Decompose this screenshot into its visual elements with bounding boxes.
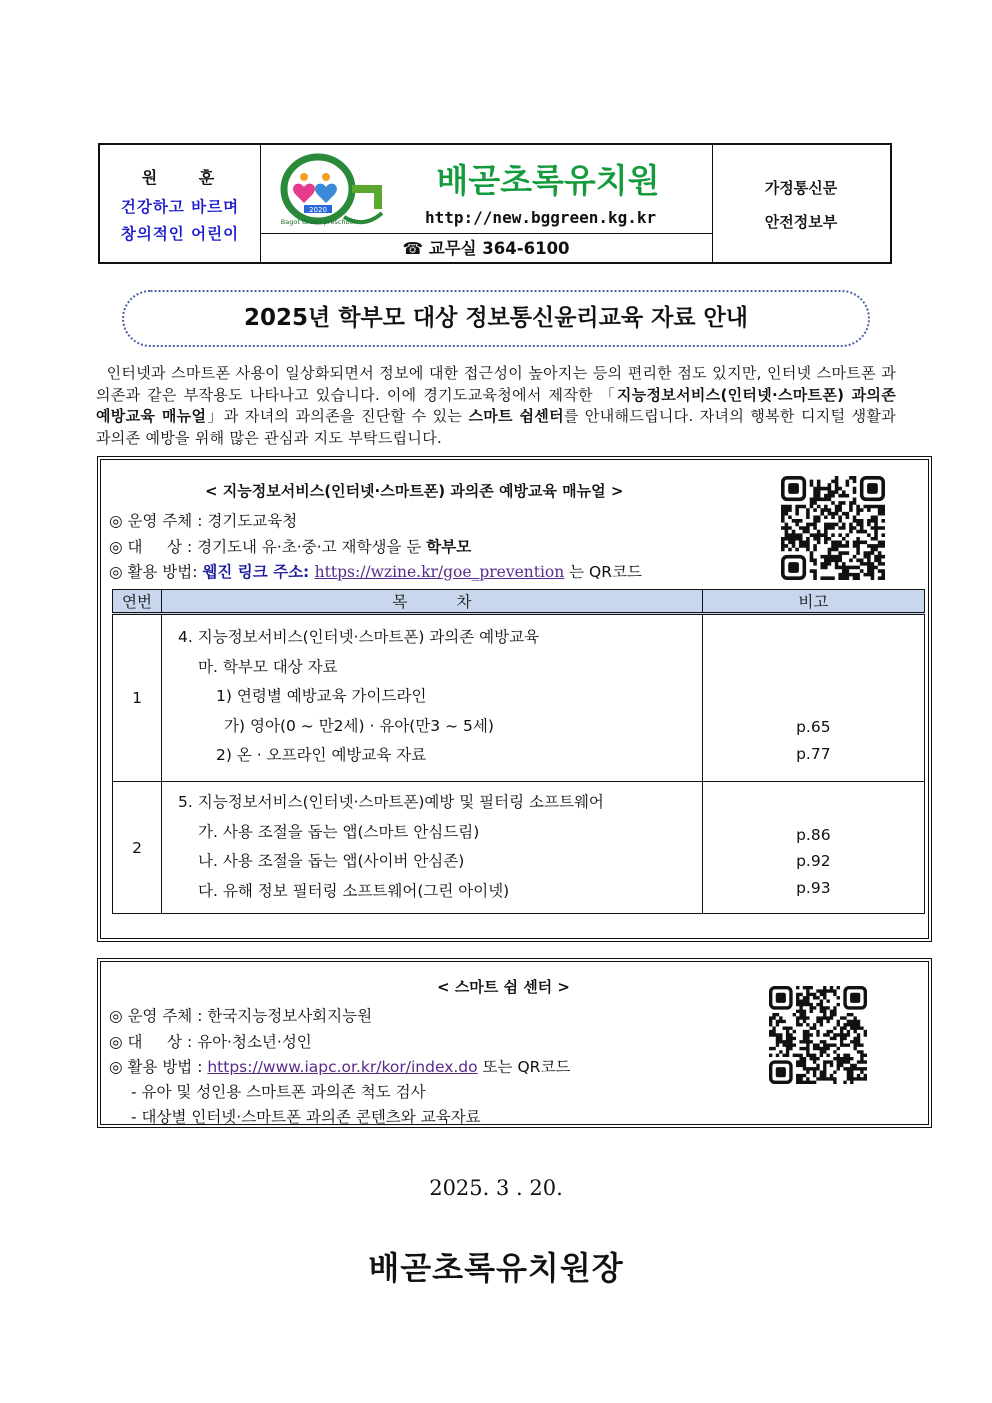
manual-box-inner xyxy=(100,459,929,939)
page-ref: p.86 xyxy=(796,825,831,844)
list-item: 1) 연령별 예방교육 가이드라인 xyxy=(216,687,427,705)
row-number: 2 xyxy=(113,782,162,914)
smart-operator-label: ◎ 운영 주체 : xyxy=(109,1007,208,1025)
list-item: 가. 사용 조절을 돕는 앱(스마트 안심드림) xyxy=(198,822,480,841)
page-ref: p.93 xyxy=(796,878,831,897)
contents-table xyxy=(112,589,925,914)
smart-center-link[interactable]: https://www.iapc.or.kr/kor/index.do xyxy=(207,1058,478,1076)
table-row xyxy=(113,614,925,782)
page-ref: p.92 xyxy=(796,852,831,870)
logo-arc-text: Bagot Green preschool xyxy=(280,218,356,226)
list-item: 다. 유해 정보 필터링 소프트웨어(그린 아이넷) xyxy=(198,881,510,900)
smart-operator-value: 한국지능정보사회지능원 xyxy=(207,1007,373,1025)
table-row xyxy=(113,782,925,914)
list-item: 2) 온 · 오프라인 예방교육 자료 xyxy=(216,746,427,764)
col-header-contents: 목 차 xyxy=(162,590,703,614)
smart-center-box xyxy=(97,958,932,1128)
list-item: 나. 사용 조절을 돕는 앱(사이버 안심존) xyxy=(198,852,465,870)
smart-center-qr-code-icon[interactable] xyxy=(769,986,867,1084)
intro-bold-1: 지능정보서비스(인터넷·스마트폰) 과의존 예방교육 매뉴얼 xyxy=(96,385,896,425)
row-items xyxy=(162,782,703,914)
col-header-no: 연번 xyxy=(113,590,162,614)
smart-center-box-inner xyxy=(100,961,929,1125)
manual-target-value: 경기도내 유·초·중·고 재학생을 둔 xyxy=(197,538,427,556)
motto-cell xyxy=(100,145,261,262)
smart-target xyxy=(109,1030,312,1052)
manual-title: < 지능정보서비스(인터넷·스마트폰) 과의존 예방교육 매뉴얼 > xyxy=(205,482,624,500)
manual-box xyxy=(97,456,932,942)
school-name: 배곧초록유치원 xyxy=(436,161,660,200)
manual-usage-bold: 웹진 링크 주소: xyxy=(202,563,315,581)
smart-bullet-2: - 대상별 인터넷·스마트폰 과의존 콘텐츠와 교육자료 xyxy=(131,1108,481,1126)
smart-usage xyxy=(109,1055,570,1077)
manual-webzine-link[interactable]: https://wzine.kr/goe_prevention xyxy=(314,563,565,581)
intro-text-3: 를 안내해드립니다. 자녀의 행복한 디지털 생활과 과의존 예방을 위해 많은 관심과 지도 부탁드립니다. xyxy=(96,407,896,447)
list-item: 5. 지능정보서비스(인터넷·스마트폰)예방 및 필터링 소프트웨어 xyxy=(178,793,604,811)
col-header-note: 비고 xyxy=(702,590,924,614)
manual-operator xyxy=(109,509,297,531)
page-ref: p.77 xyxy=(796,744,831,763)
page-title: 2025년 학부모 대상 정보통신윤리교육 자료 안내 xyxy=(244,305,748,331)
school-url[interactable]: http://new.bggreen.kg.kr xyxy=(425,208,657,227)
motto-line2: 창의적인 어린이 xyxy=(120,225,240,243)
row-number: 1 xyxy=(113,614,162,782)
smart-center-title: < 스마트 쉼 센터 > xyxy=(437,978,570,996)
intro-text-2: 」과 자녀의 과의존을 진단할 수 있는 xyxy=(206,407,469,425)
motto-title: 원 훈 xyxy=(141,168,233,187)
intro-bold-2: 스마트 쉼센터 xyxy=(468,407,564,425)
smart-usage-tail: 또는 QR코드 xyxy=(477,1058,571,1076)
principal-signature: 배곧초록유치원장 xyxy=(368,1249,624,1287)
list-item: 4. 지능정보서비스(인터넷·스마트폰) 과의존 예방교육 xyxy=(178,628,540,646)
newsletter-cell xyxy=(712,145,890,262)
manual-operator-label: ◎ 운영 주체 : xyxy=(109,512,208,530)
intro-paragraph xyxy=(96,363,896,449)
department-label: 안전정보부 xyxy=(764,213,838,231)
motto-line1: 건강하고 바르며 xyxy=(120,198,240,216)
manual-usage xyxy=(109,560,642,582)
intro-text-1: 인터넷과 스마트폰 사용이 일상화되면서 정보에 대한 접근성이 높아지는 등의 편리한 점도 있지만, 인터넷 스마트폰 과의존과 같은 부작용도 나타나고 있습니다. 이에 경기도교육청에서 제작한 「 xyxy=(96,364,896,404)
row-pages xyxy=(702,614,924,782)
header-table xyxy=(98,143,892,264)
smart-target-value: 유아·청소년·성인 xyxy=(197,1033,312,1051)
list-item: 가) 영아(0 ~ 만2세) · 유아(만3 ~ 5세) xyxy=(224,716,494,735)
row-items xyxy=(162,614,703,782)
phone-number: ☎ 교무실 364-6100 xyxy=(260,233,712,263)
manual-operator-value: 경기도교육청 xyxy=(207,512,298,530)
school-logo-icon xyxy=(274,151,384,231)
row-pages xyxy=(702,782,924,914)
page-ref: p.65 xyxy=(796,718,831,736)
manual-usage-tail: 는 QR코드 xyxy=(564,563,642,581)
school-cell xyxy=(260,145,713,262)
manual-target-bold: 학부모 xyxy=(426,538,472,556)
logo-year: 2020 xyxy=(309,206,327,214)
manual-target-label: ◎ 대 상 : xyxy=(109,538,198,556)
smart-operator xyxy=(109,1004,372,1026)
manual-target xyxy=(109,535,471,557)
smart-usage-label: ◎ 활용 방법 : xyxy=(109,1058,208,1076)
manual-qr-code-icon[interactable] xyxy=(781,476,885,580)
list-item: 마. 학부모 대상 자료 xyxy=(198,657,338,676)
manual-usage-label: ◎ 활용 방법: xyxy=(109,563,203,581)
title-banner xyxy=(122,290,870,347)
smart-target-label: ◎ 대 상 : xyxy=(109,1033,198,1051)
newsletter-label: 가정통신문 xyxy=(764,179,838,197)
smart-bullet-1: - 유아 및 성인용 스마트폰 과의존 척도 검사 xyxy=(131,1083,426,1101)
issue-date: 2025. 3 . 20. xyxy=(429,1176,563,1200)
